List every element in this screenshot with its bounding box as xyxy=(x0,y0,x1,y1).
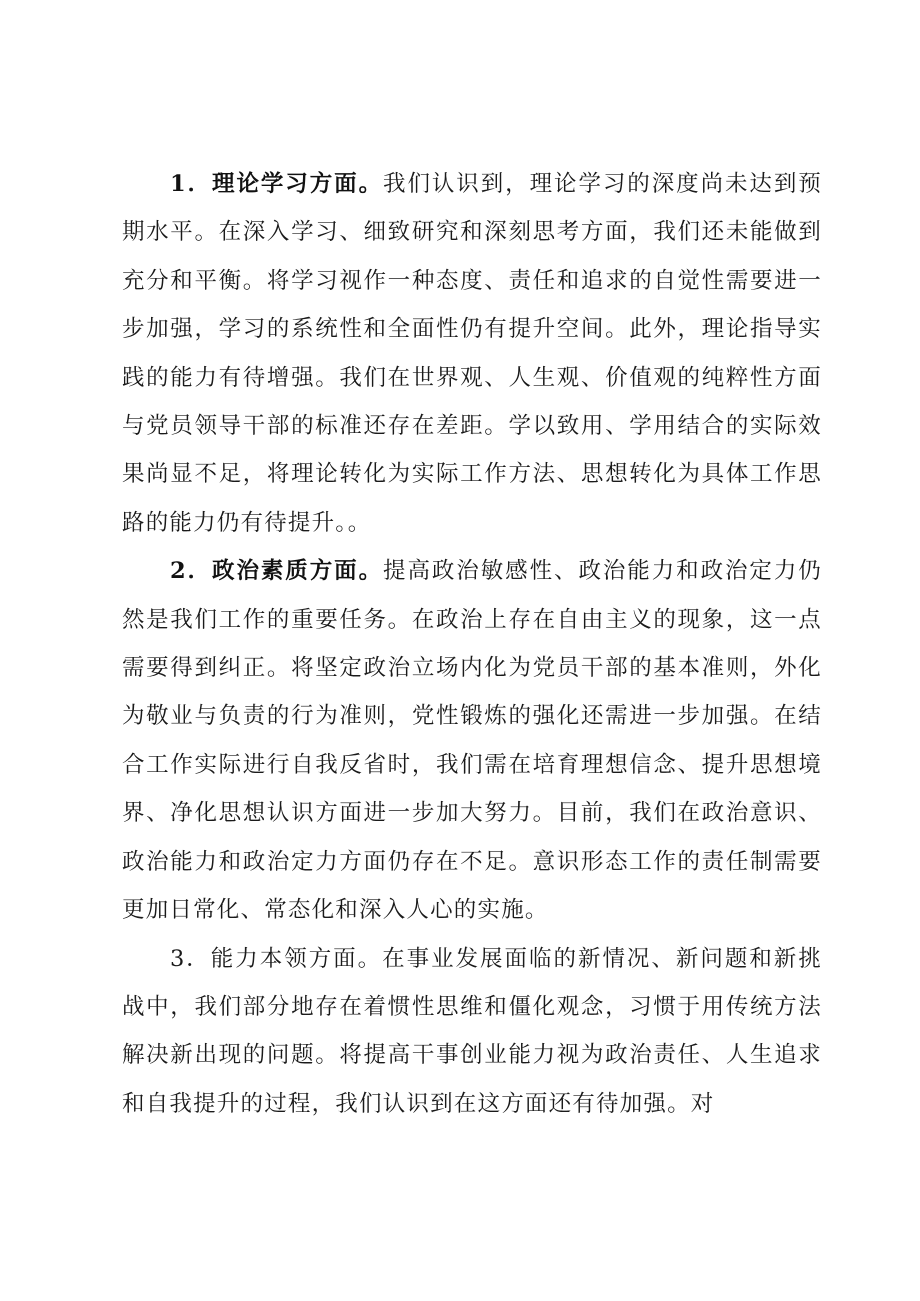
paragraph-text: 能力本领方面。在事业发展面临的新情况、新问题和新挑战中，我们部分地存在着惯性思维和僵化观念，习惯于用传统方法解决新出现的问题。将提高干事创业能力视为政治责任、人生追求和自我提升的过程，我们认识到在这方面还有待加强。对 xyxy=(122,945,822,1117)
paragraph-theory-study xyxy=(122,160,822,547)
paragraph-text: 我们认识到，理论学习的深度尚未达到预期水平。在深入学习、细致研究和深刻思考方面，我们还未能做到充分和平衡。将学习视作一种态度、责任和追求的自觉性需要进一步加强，学习的系统性和全面性仍有提升空间。此外，理论指导实践的能力有待增强。我们在世界观、人生观、价值观的纯粹性方面与党员领导干部的标准还存在差距。学以致用、学用结合的实际效果尚显不足，将理论转化为实际工作方法、思想转化为具体工作思路的能力仍有待提升。。 xyxy=(122,171,822,536)
paragraph-number: 1． xyxy=(170,171,213,197)
paragraph-heading: 理论学习方面。 xyxy=(212,171,384,197)
paragraph-number: 3． xyxy=(170,945,211,972)
paragraph-number: 2． xyxy=(170,558,213,585)
paragraph-political-quality xyxy=(122,547,822,934)
paragraph-heading: 政治素质方面。 xyxy=(212,558,384,585)
document-body xyxy=(122,160,822,1128)
paragraph-ability-skills xyxy=(122,935,822,1129)
paragraph-text: 提高政治敏感性、政治能力和政治定力仍然是我们工作的重要任务。在政治上存在自由主义的现象，这一点需要得到纠正。将坚定政治立场内化为党员干部的基本准则，外化为敬业与负责的行为准则，党性锻炼的强化还需进一步加强。在结合工作实际进行自我反省时，我们需在培育理想信念、提升思想境界、净化思想认识方面进一步加大努力。目前，我们在政治意识、政治能力和政治定力方面仍存在不足。意识形态工作的责任制需要更加日常化、常态化和深入人心的实施。 xyxy=(122,558,822,924)
